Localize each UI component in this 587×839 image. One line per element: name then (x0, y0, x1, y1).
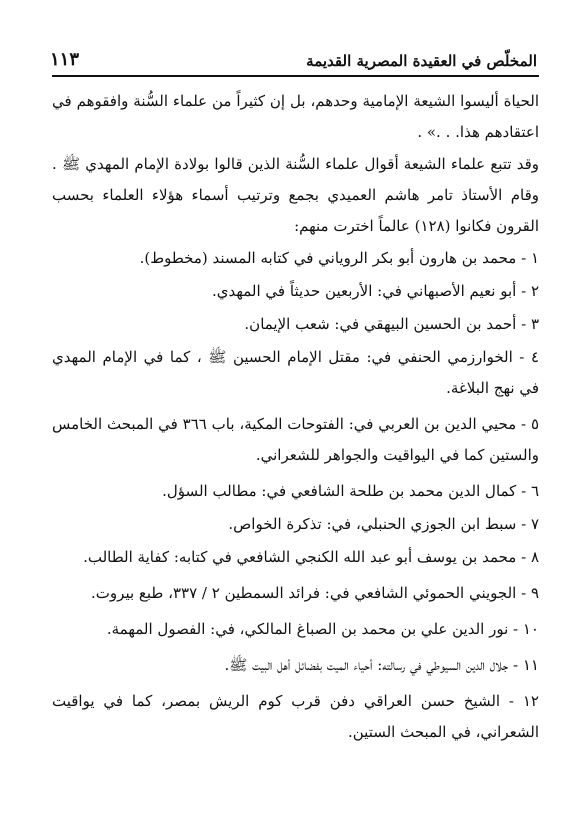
page-number: ١١٣ (50, 49, 80, 70)
list-item: ٥ - محيي الدين بن العربي في: الفتوحات المكية، باب ٣٦٦ في المبحث الخامس والستين كما في اليواقيت والجواهر للشعراني. (52, 415, 540, 464)
list-item: ٨ - محمد بن يوسف أبو عبد الله الكنجي الشافعي في كتابه: كفاية الطالب. (83, 548, 539, 566)
paragraph: وقد تتبع علماء الشيعة أقوال علماء السُّنة الذين قالوا بولادة الإمام المهدي ﷺ . وقام الأستاذ تامر هاشم العميدي بجمع وترتيب أسماء هؤلاء العلماء بحسب القرون فكانوا (١٢٨) عالماً اخترت منهم: (52, 155, 539, 235)
list-item: ١ - محمد بن هارون أبو بكر الروياني في كتابه المسند (مخطوط). (139, 249, 539, 267)
list-item: ٢ - أبو نعيم الأصبهاني في: الأربعين حديثاً في المهدي. (211, 282, 539, 300)
list-item: ٦ - كمال الدين محمد بن طلحة الشافعي في: مطالب السؤل. (162, 482, 539, 500)
list-item: ٤ - الخوارزمي الحنفي في: مقتل الإمام الحسين ﷺ ، كما في الإمام المهدي في نهج البلاغة. (52, 348, 539, 397)
list-item: ٧ - سبط ابن الجوزي الحنبلي، في: تذكرة الخواص. (228, 515, 539, 533)
list-item: ٩ - الجويني الحموئي الشافعي في: فرائد السمطين ٢ / ٣٣٧، طبع بيروت. (91, 584, 539, 602)
list-item: ٣ - أحمد بن الحسين البيهقي في: شعب الإيمان. (244, 315, 539, 333)
paragraph: الحياة أليسوا الشيعة الإمامية وحدهم، بل إن كثيراً من علماء السُّنة وافقوهم في اعتقادهم هذا. . .» . (52, 92, 539, 141)
running-header (50, 40, 537, 70)
header-rule (52, 75, 539, 77)
list-item: ١٠ - نور الدين علي بن محمد بن الصباغ المالكي، في: الفصول المهمة. (106, 620, 539, 638)
list-item: ١٢ - الشيخ حسن العراقي دفن قرب كوم الريش بمصر، كما في يواقيت الشعراني، في المبحث الستين. (52, 692, 539, 741)
list-item: ١١ - جلال الدين السيوطي في رسالته: أحياء الميت بفضائل أهل البيت ﷺ. (224, 656, 539, 674)
running-title: المخلّص في العقيدة المصرية القديمة (306, 52, 537, 70)
page-body (52, 86, 539, 753)
